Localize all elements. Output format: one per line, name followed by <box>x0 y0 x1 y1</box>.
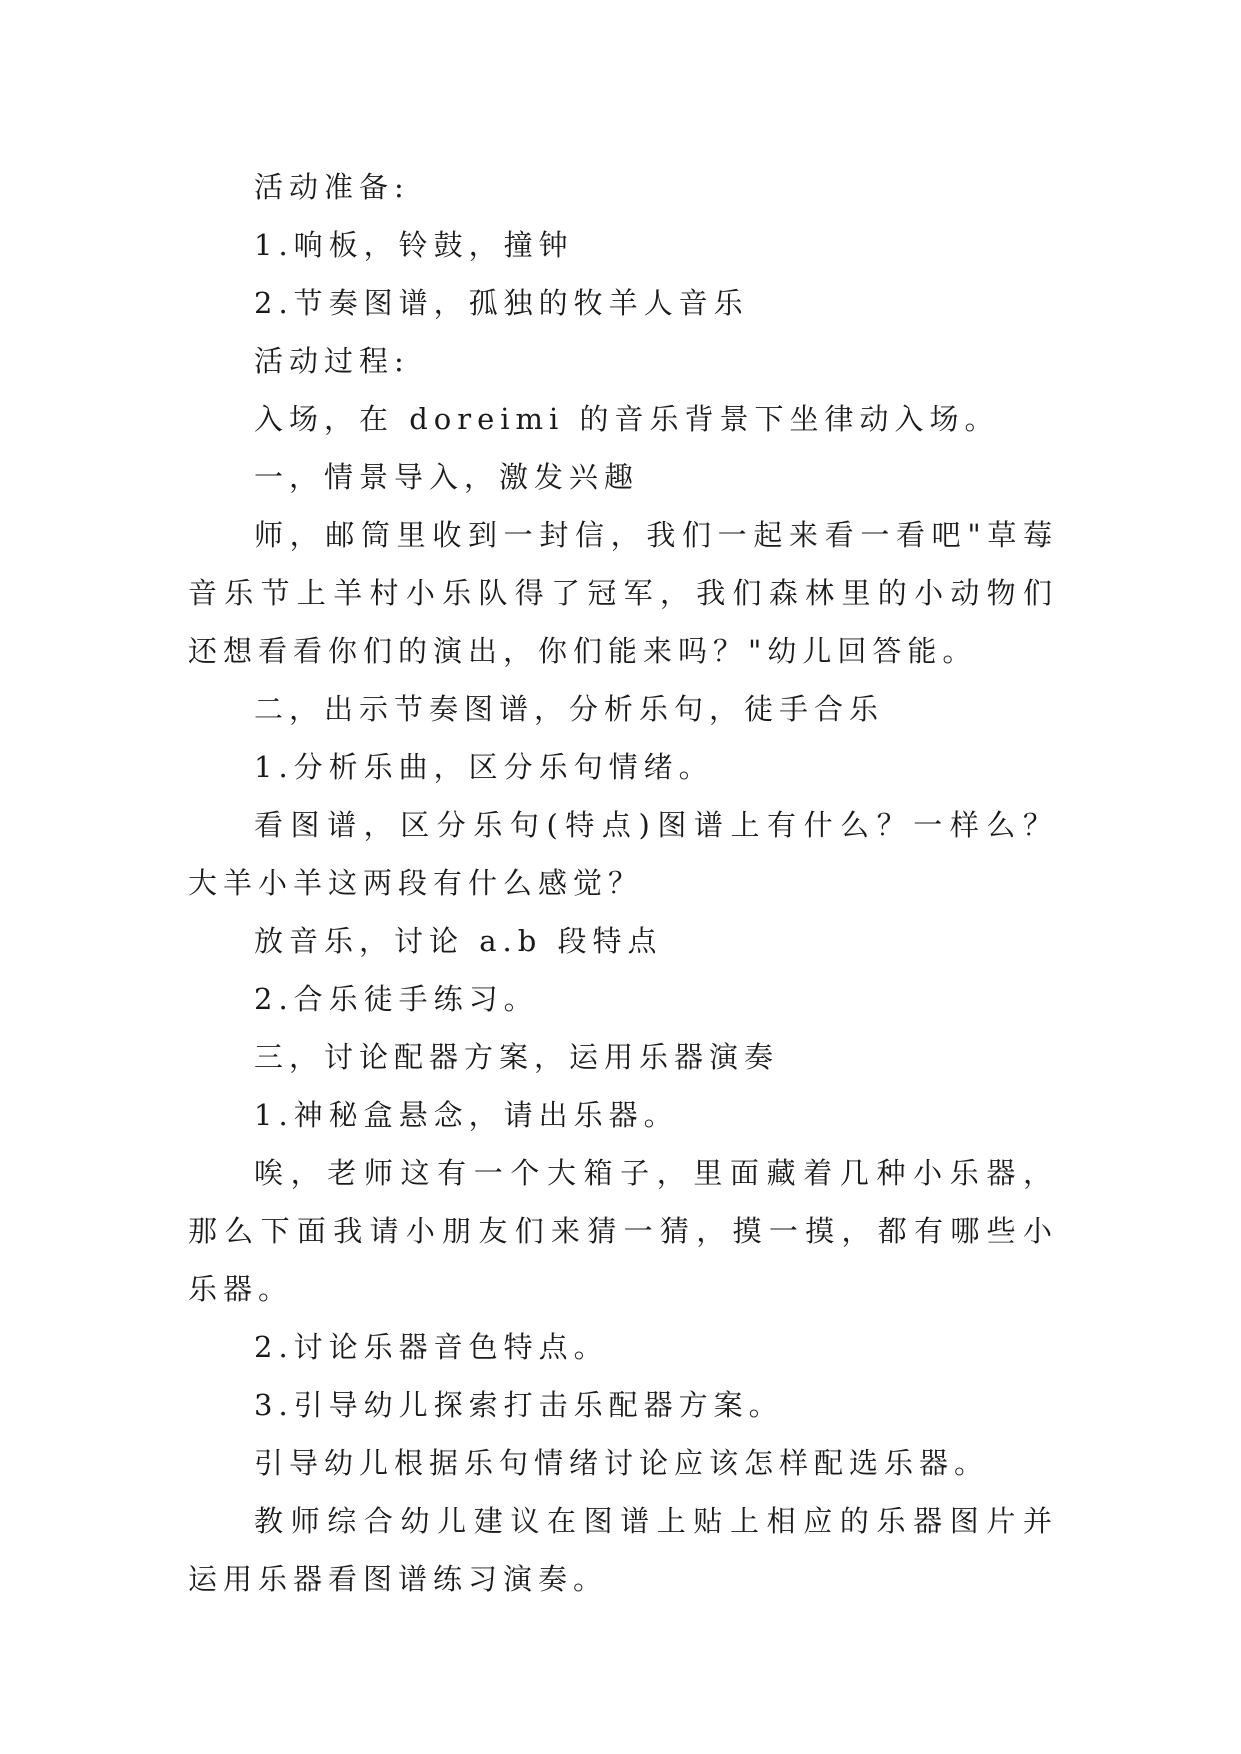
paragraph-teacher-summary: 教师综合幼儿建议在图谱上贴上相应的乐器图片并运用乐器看图谱练习演奏。 <box>188 1504 1058 1596</box>
paragraph-section-3-item-1: 1.神秘盒悬念，请出乐器。 <box>254 1098 679 1132</box>
paragraph-play-music: 放音乐，讨论 a.b 段特点 <box>254 924 663 958</box>
paragraph-letter: 师，邮筒里收到一封信，我们一起来看一看吧"草莓音乐节上羊村小乐队得了冠军，我们森林里的小动物们还想看看你们的演出，你们能来吗？"幼儿回答能。 <box>188 518 1058 668</box>
paragraph-section-3-heading: 三，讨论配器方案，运用乐器演奏 <box>254 1040 780 1074</box>
paragraph-preparation-heading: 活动准备: <box>254 170 410 204</box>
paragraph-section-3-item-2: 2.讨论乐器音色特点。 <box>254 1330 609 1364</box>
paragraph-entrance: 入场，在 doreimi 的音乐背景下坐律动入场。 <box>254 402 1000 436</box>
document-body <box>188 158 1058 1608</box>
paragraph-section-2-heading: 二，出示节奏图谱，分析乐句，徒手合乐 <box>254 692 885 726</box>
paragraph-process-heading: 活动过程: <box>254 344 410 378</box>
paragraph-preparation-item-2: 2.节奏图谱，孤独的牧羊人音乐 <box>254 286 749 320</box>
paragraph-guide-selection: 引导幼儿根据乐句情绪讨论应该怎样配选乐器。 <box>254 1446 990 1480</box>
paragraph-section-2-item-1: 1.分析乐曲，区分乐句情绪。 <box>254 750 714 784</box>
paragraph-mystery-box: 唉，老师这有一个大箱子，里面藏着几种小乐器，那么下面我请小朋友们来猜一猜，摸一摸，都有哪些小乐器。 <box>188 1156 1058 1306</box>
paragraph-preparation-item-1: 1.响板，铃鼓，撞钟 <box>254 228 574 262</box>
paragraph-section-2-item-2: 2.合乐徒手练习。 <box>254 982 539 1016</box>
paragraph-section-3-item-3: 3.引导幼儿探索打击乐配器方案。 <box>254 1388 784 1422</box>
paragraph-section-1-heading: 一，情景导入，激发兴趣 <box>254 460 640 494</box>
paragraph-score-analysis: 看图谱，区分乐句(特点)图谱上有什么？一样么？大羊小羊这两段有什么感觉？ <box>188 808 1058 900</box>
